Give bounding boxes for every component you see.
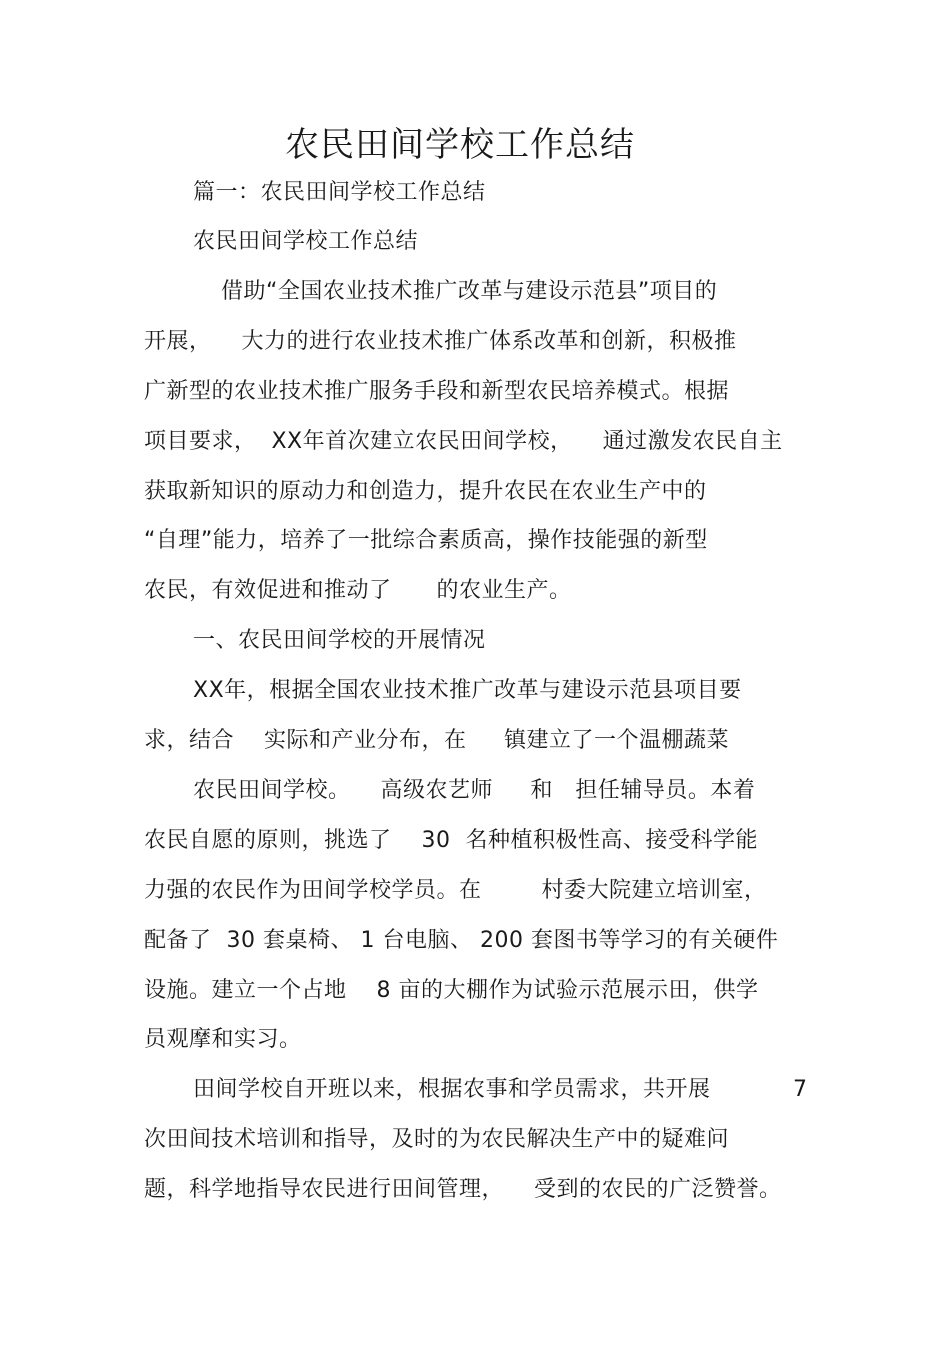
text-line: “自理”能力，培养了一批综合素质高，操作技能强的新型 bbox=[144, 528, 708, 553]
text-line: 项目要求， XX年首次建立农民田间学校， 通过激发农民自主 bbox=[144, 429, 783, 454]
text-line: 农民自愿的原则，挑选了 30 名种植积极性高、接受科学能 bbox=[144, 828, 758, 853]
text-line: XX年，根据全国农业技术推广改革与建设示范县项目要 bbox=[193, 678, 742, 703]
text-line: 员观摩和实习。 bbox=[144, 1027, 302, 1052]
text-line: 求，结合 实际和产业分布，在 镇建立了一个温棚蔬菜 bbox=[144, 728, 729, 753]
text-line: 力强的农民作为田间学校学员。在 村委大院建立培训室， bbox=[144, 878, 767, 903]
text-line: 开展， 大力的进行农业技术推广体系改革和创新，积极推 bbox=[144, 329, 737, 354]
text-line: 设施。建立一个占地 8 亩的大棚作为试验示范展示田，供学 bbox=[144, 978, 759, 1003]
text-line: 借助“全国农业技术推广改革与建设示范县”项目的 bbox=[221, 279, 718, 304]
text-line: 农民田间学校。 高级农艺师 和 担任辅导员。本着 bbox=[193, 778, 756, 803]
text-line: 田间学校自开班以来，根据农事和学员需求，共开展 bbox=[193, 1077, 711, 1102]
text-line: 农民田间学校工作总结 bbox=[193, 229, 419, 254]
text-line: 广新型的农业技术推广服务手段和新型农民培养模式。根据 bbox=[144, 379, 730, 404]
text-line: 篇一：农民田间学校工作总结 bbox=[193, 180, 486, 205]
section-heading: 一、农民田间学校的开展情况 bbox=[193, 628, 486, 653]
document-title: 农民田间学校工作总结 bbox=[285, 125, 635, 165]
text-number: 7 bbox=[793, 1077, 808, 1102]
text-line: 题，科学地指导农民进行田间管理， 受到的农民的广泛赞誉。 bbox=[144, 1177, 782, 1202]
text-line: 农民，有效促进和推动了 的农业生产。 bbox=[144, 578, 572, 603]
text-line: 次田间技术培训和指导，及时的为农民解决生产中的疑难问 bbox=[144, 1127, 730, 1152]
text-line: 配备了 30 套桌椅、 1 台电脑、 200 套图书等学习的有关硬件 bbox=[144, 928, 779, 953]
text-line: 获取新知识的原动力和创造力，提升农民在农业生产中的 bbox=[144, 479, 707, 504]
